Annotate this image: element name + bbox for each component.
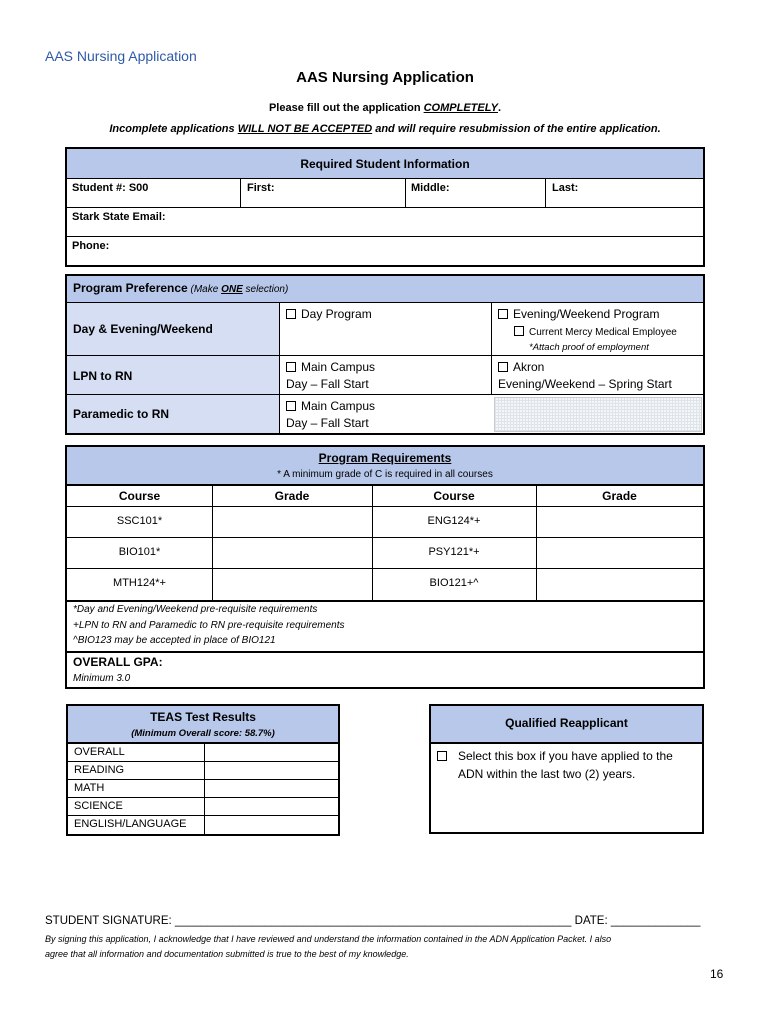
col-grade-right: Grade <box>602 489 637 503</box>
email-field[interactable]: Stark State Email: <box>72 211 166 223</box>
checkbox-icon[interactable] <box>286 362 296 372</box>
teas-results-section <box>66 704 340 836</box>
mercy-employee-option[interactable]: Current Mercy Medical Employee <box>514 326 677 338</box>
teas-row-english: ENGLISH/LANGUAGE <box>74 818 187 830</box>
reapplicant-text: ADN within the last two (2) years. <box>458 767 636 781</box>
col-course-right: Course <box>433 489 475 503</box>
student-info-section <box>65 147 705 267</box>
lpn-main-campus-start: Day – Fall Start <box>286 377 369 391</box>
paramedic-main-campus-start: Day – Fall Start <box>286 416 369 430</box>
teas-subheading: (Minimum Overall score: 58.7%) <box>131 728 275 739</box>
grade-input[interactable] <box>213 569 371 600</box>
instruction-line-2: Incomplete applications WILL NOT BE ACCEPTED and will require resubmission of the entire application. <box>109 123 661 135</box>
reapplicant-section <box>429 704 704 834</box>
course-mth124: MTH124*+ <box>113 577 166 589</box>
program-preference-section <box>65 274 705 435</box>
signature-disclaimer: By signing this application, I acknowledge that I have reviewed and understand the information contained in the ADN Application Packet. I also <box>45 934 612 944</box>
program-row-lpn-label: LPN to RN <box>73 369 133 383</box>
last-name-field[interactable]: Last: <box>552 182 579 194</box>
paramedic-main-campus-option[interactable]: Main Campus <box>286 399 375 413</box>
requirements-note: *Day and Evening/Weekend pre-requisite requirements <box>73 604 318 615</box>
program-requirements-section <box>65 445 705 689</box>
requirements-note: +LPN to RN and Paramedic to RN pre-requisite requirements <box>73 620 345 631</box>
signature-line[interactable]: STUDENT SIGNATURE: ______________________________________________________________ DATE: ______________ <box>45 915 701 927</box>
signature-disclaimer: agree that all information and documentation submitted is true to the best of my knowledge. <box>45 949 409 959</box>
day-program-option[interactable]: Day Program <box>286 307 372 321</box>
grade-input[interactable] <box>537 538 702 568</box>
course-psy121: PSY121*+ <box>428 546 480 558</box>
student-number-field[interactable]: Student #: S00 <box>72 182 149 194</box>
col-course-left: Course <box>118 489 161 503</box>
grade-input[interactable] <box>537 507 702 537</box>
page-title: AAS Nursing Application <box>296 69 474 86</box>
disabled-cell <box>494 397 702 432</box>
grade-input[interactable] <box>213 507 371 537</box>
teas-row-science: SCIENCE <box>74 800 123 812</box>
checkbox-icon[interactable] <box>498 362 508 372</box>
checkbox-icon[interactable] <box>514 326 524 336</box>
evening-weekend-option[interactable]: Evening/Weekend Program <box>498 307 660 321</box>
requirements-note: ^BIO123 may be accepted in place of BIO121 <box>73 635 276 646</box>
teas-row-math: MATH <box>74 782 105 794</box>
phone-field[interactable]: Phone: <box>72 240 110 252</box>
reapplicant-heading: Qualified Reapplicant <box>505 716 628 730</box>
program-row-day-evening-label: Day & Evening/Weekend <box>73 322 213 336</box>
first-name-field[interactable]: First: <box>247 182 275 194</box>
employment-proof-note: *Attach proof of employment <box>529 342 649 353</box>
grade-input[interactable] <box>537 569 702 600</box>
checkbox-icon[interactable] <box>498 309 508 319</box>
program-preference-heading: Program Preference (Make ONE selection) <box>73 281 289 295</box>
checkbox-icon[interactable] <box>286 401 296 411</box>
checkbox-icon[interactable] <box>286 309 296 319</box>
col-grade-left: Grade <box>274 489 310 503</box>
course-bio101: BIO101* <box>118 546 161 558</box>
course-ssc101: SSC101* <box>116 515 163 527</box>
requirements-heading: Program Requirements <box>318 451 452 465</box>
middle-name-field[interactable]: Middle: <box>411 182 450 194</box>
requirements-subheading: * A minimum grade of C is required in all courses <box>277 469 493 480</box>
reapplicant-checkbox-option[interactable]: Select this box if you have applied to the <box>437 749 673 763</box>
program-row-paramedic-label: Paramedic to RN <box>73 407 170 421</box>
gpa-minimum: Minimum 3.0 <box>73 673 131 684</box>
lpn-main-campus-option[interactable]: Main Campus <box>286 360 375 374</box>
course-eng124: ENG124*+ <box>427 515 481 527</box>
page-number: 16 <box>710 967 724 981</box>
teas-row-reading: READING <box>74 764 125 776</box>
teas-row-overall: OVERALL <box>74 746 125 758</box>
lpn-akron-start: Evening/Weekend – Spring Start <box>498 377 672 391</box>
grade-input[interactable] <box>213 538 371 568</box>
lpn-akron-option[interactable]: Akron <box>498 360 544 374</box>
course-bio121: BIO121+^ <box>429 577 479 589</box>
overall-gpa-field[interactable]: OVERALL GPA: <box>73 655 163 669</box>
student-info-heading: Required Student Information <box>67 149 703 178</box>
checkbox-icon[interactable] <box>437 751 447 761</box>
teas-heading: TEAS Test Results <box>150 710 256 724</box>
running-header: AAS Nursing Application <box>45 48 197 64</box>
instruction-line-1: Please fill out the application COMPLETELY. <box>268 102 502 114</box>
